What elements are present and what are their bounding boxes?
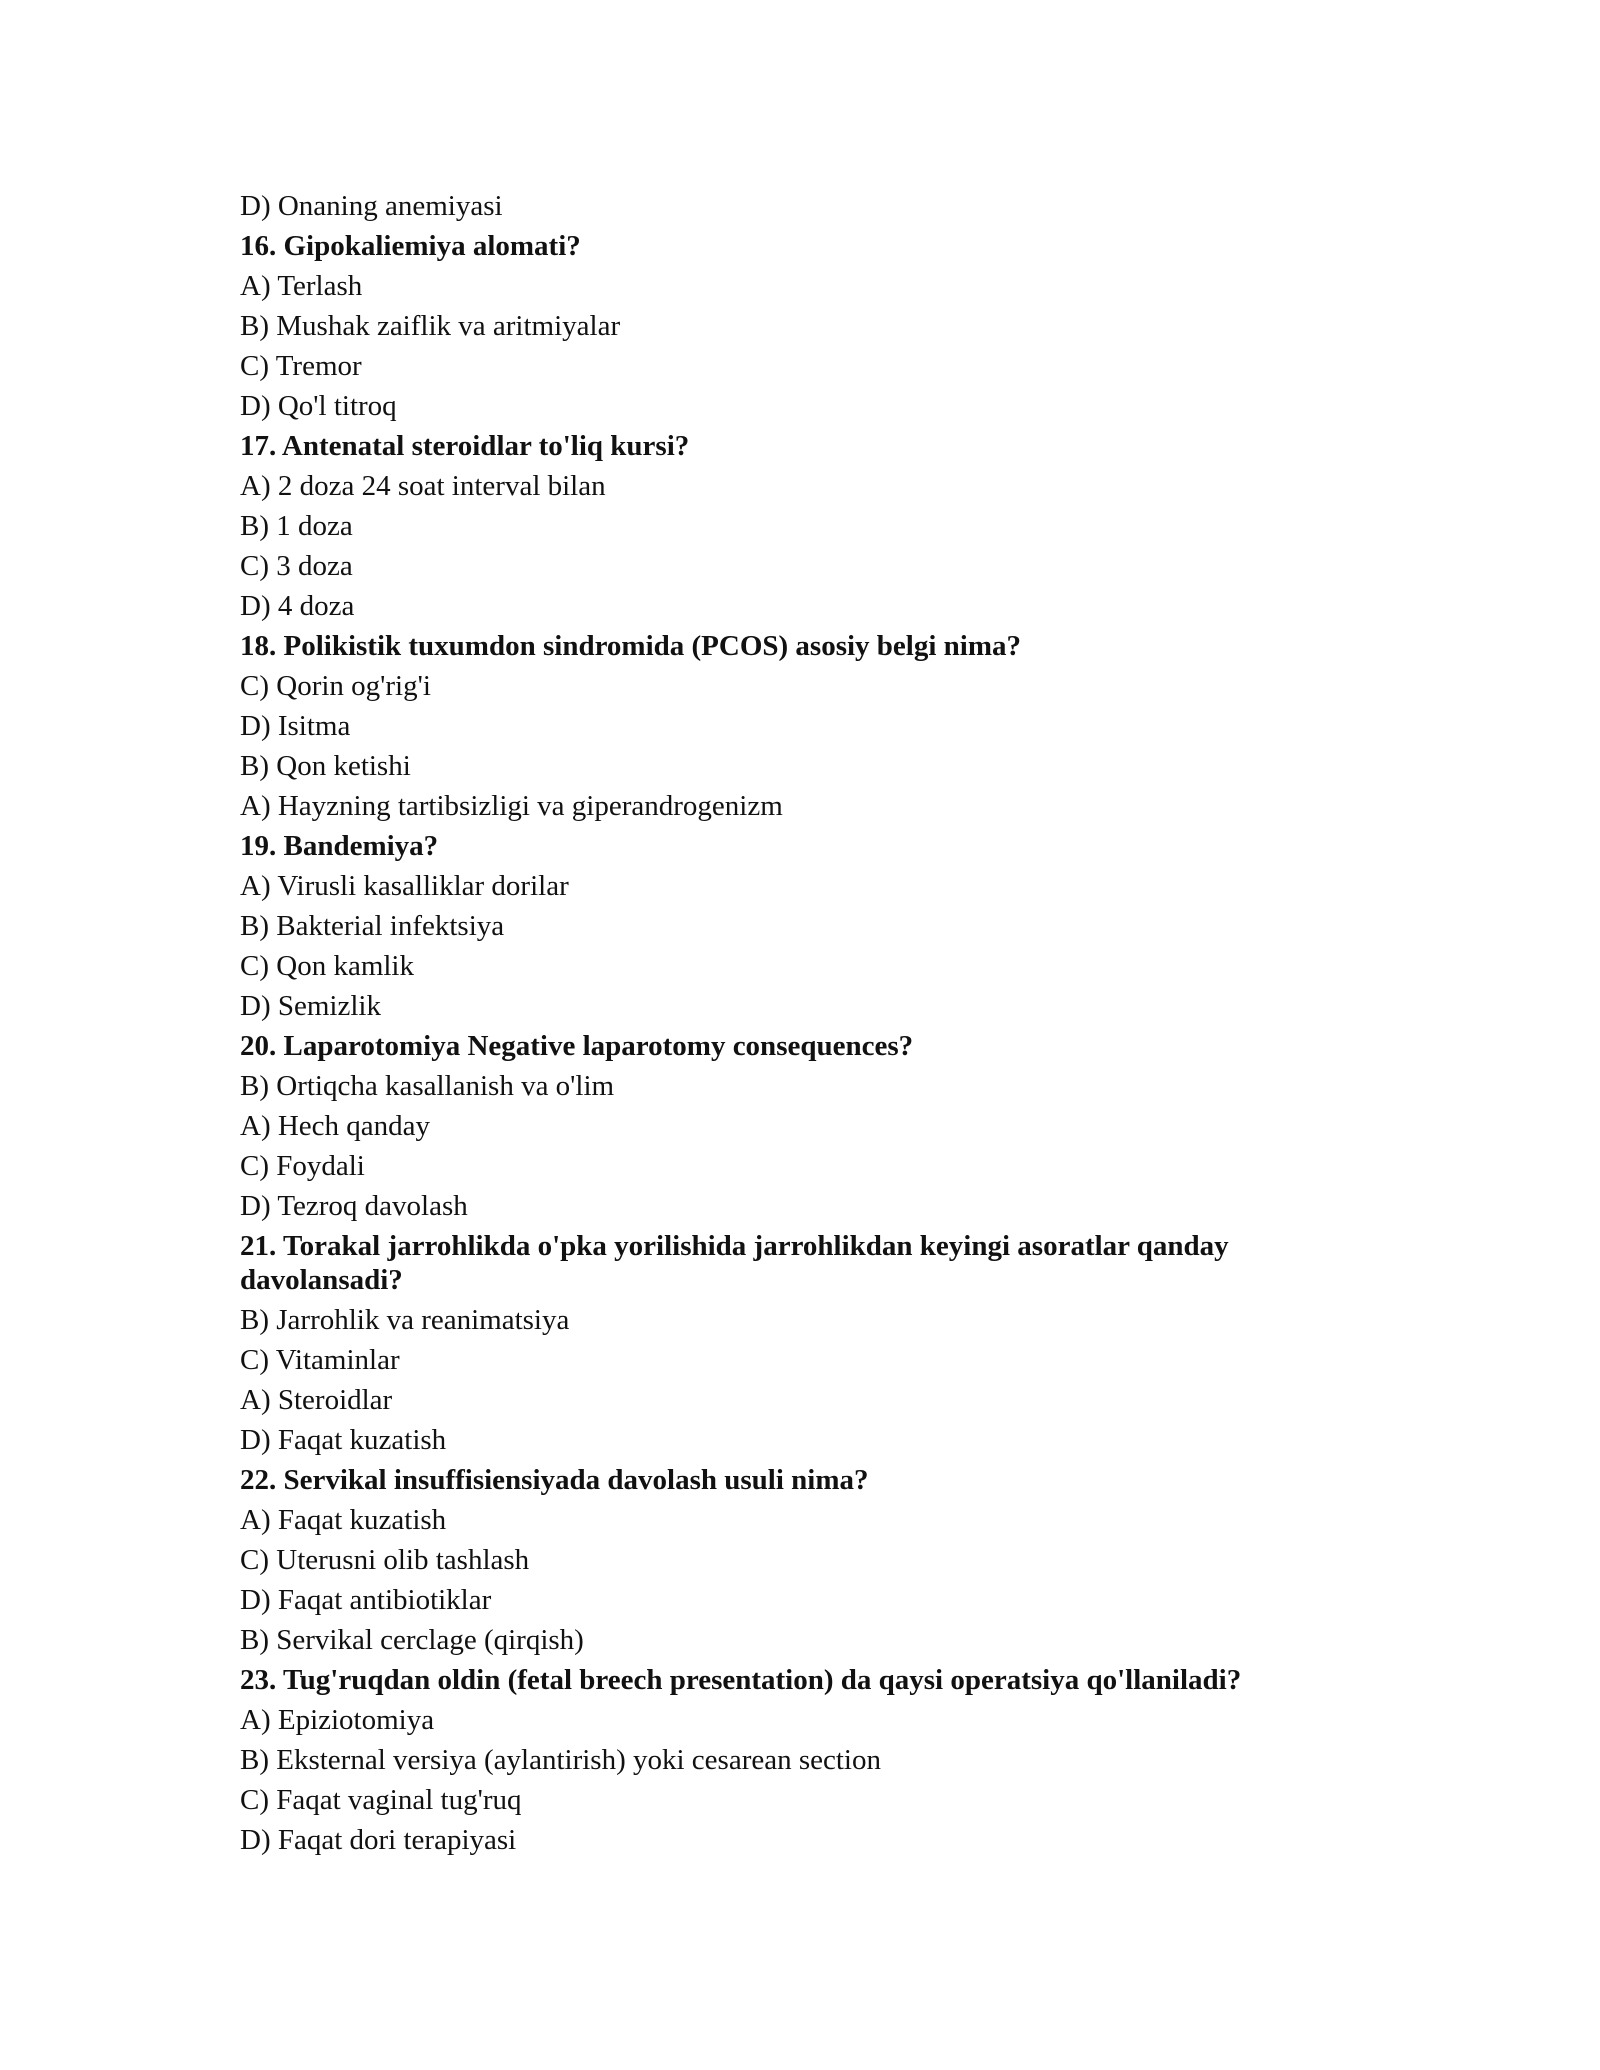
- answer-option: A) Epiziotomiya: [240, 1704, 435, 1736]
- answer-option: D) Onaning anemiyasi: [240, 190, 503, 222]
- answer-option: B) Mushak zaiflik va aritmiyalar: [240, 310, 621, 342]
- answer-option: A) Hech qanday: [240, 1110, 431, 1142]
- answer-option: B) Qon ketishi: [240, 750, 411, 782]
- answer-option: D) Isitma: [240, 710, 351, 742]
- answer-option: A) Faqat kuzatish: [240, 1504, 447, 1536]
- answer-option: D) Faqat dori terapiyasi: [240, 1824, 517, 1856]
- answer-option: A) Steroidlar: [240, 1384, 393, 1416]
- question-18: 18. Polikistik tuxumdon sindromida (PCOS) asosiy belgi nima?: [240, 630, 1022, 662]
- answer-option: C) Foydali: [240, 1150, 365, 1182]
- answer-option: B) 1 doza: [240, 510, 353, 542]
- question-20: 20. Laparotomiya Negative laparotomy consequences?: [240, 1030, 914, 1062]
- answer-option: D) Tezroq davolash: [240, 1190, 468, 1222]
- answer-option: A) Hayzning tartibsizligi va giperandrogenizm: [240, 790, 783, 822]
- answer-option: D) Qo'l titroq: [240, 390, 397, 422]
- answer-option: B) Bakterial infektsiya: [240, 910, 505, 942]
- answer-option: B) Eksternal versiya (aylantirish) yoki cesarean section: [240, 1744, 881, 1776]
- document-page: [240, 186, 1380, 1860]
- answer-option: C) 3 doza: [240, 550, 353, 582]
- answer-option: C) Qon kamlik: [240, 950, 414, 982]
- answer-option: B) Ortiqcha kasallanish va o'lim: [240, 1070, 615, 1102]
- answer-option: D) Faqat kuzatish: [240, 1424, 447, 1456]
- answer-option: D) Faqat antibiotiklar: [240, 1584, 492, 1616]
- question-19: 19. Bandemiya?: [240, 830, 439, 862]
- question-23: 23. Tug'ruqdan oldin (fetal breech presentation) da qaysi operatsiya qo'llaniladi?: [240, 1664, 1242, 1696]
- answer-option: A) Virusli kasalliklar dorilar: [240, 870, 569, 902]
- answer-option: A) Terlash: [240, 270, 363, 302]
- answer-option: A) 2 doza 24 soat interval bilan: [240, 470, 606, 502]
- question-17: 17. Antenatal steroidlar to'liq kursi?: [240, 430, 690, 462]
- answer-option: B) Jarrohlik va reanimatsiya: [240, 1304, 570, 1336]
- answer-option: C) Faqat vaginal tug'ruq: [240, 1784, 522, 1816]
- answer-option: B) Servikal cerclage (qirqish): [240, 1624, 584, 1656]
- answer-option: C) Uterusni olib tashlash: [240, 1544, 530, 1576]
- answer-option: D) 4 doza: [240, 590, 355, 622]
- answer-option: C) Tremor: [240, 350, 362, 382]
- answer-option: D) Semizlik: [240, 990, 381, 1022]
- question-16: 16. Gipokaliemiya alomati?: [240, 230, 581, 262]
- question-22: 22. Servikal insuffisiensiyada davolash usuli nima?: [240, 1464, 869, 1496]
- answer-option: C) Qorin og'rig'i: [240, 670, 431, 702]
- answer-option: C) Vitaminlar: [240, 1344, 400, 1376]
- question-21: 21. Torakal jarrohlikda o'pka yorilishida jarrohlikdan keyingi asoratlar qanday davolansadi?: [240, 1230, 1229, 1296]
